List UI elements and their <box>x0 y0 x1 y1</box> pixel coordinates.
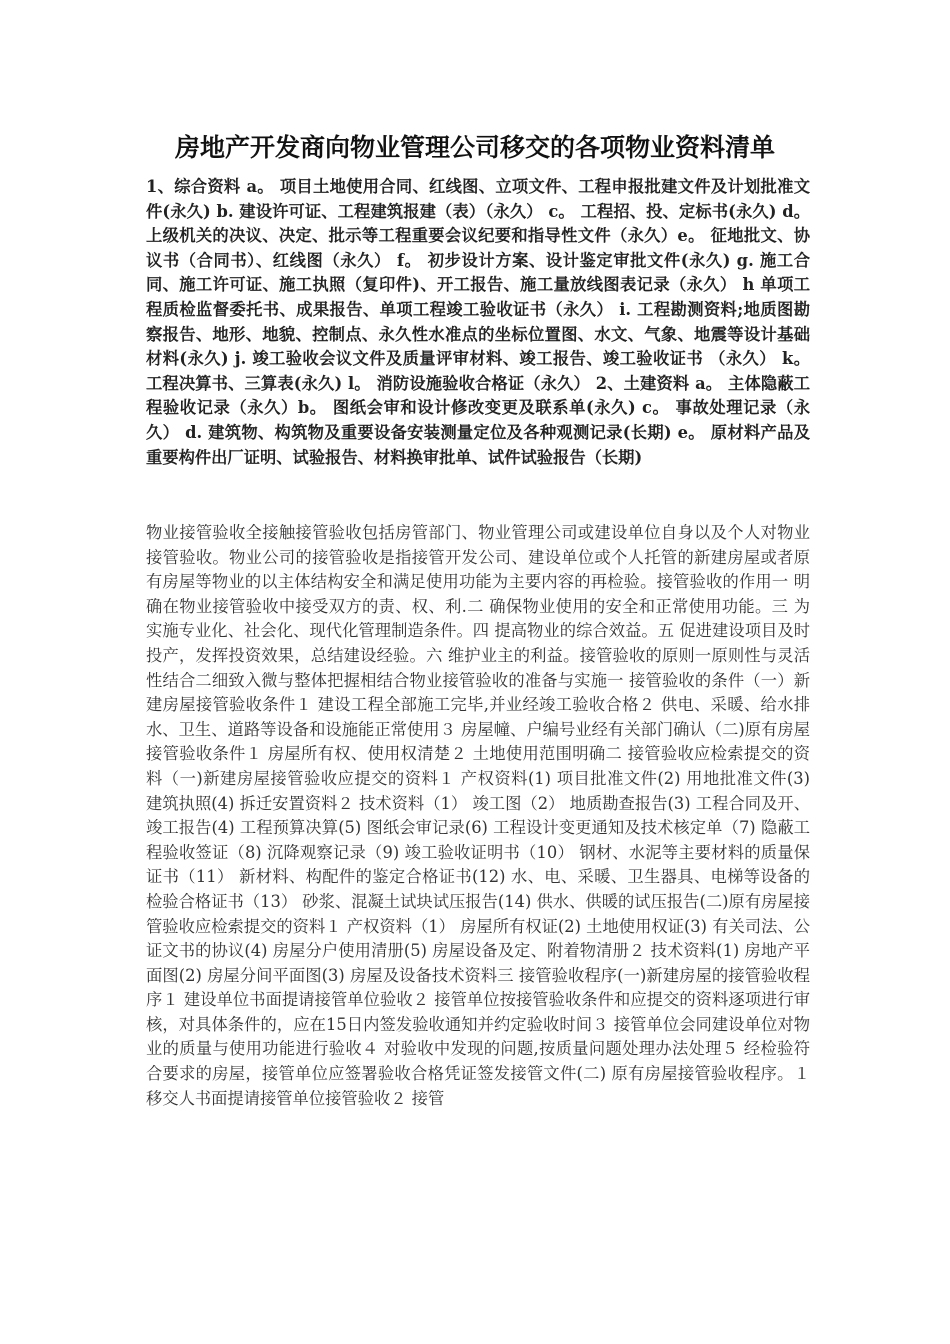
paragraph-materials-list: 1、综合资料 a。 项目土地使用合同、红线图、立项文件、工程申报批建文件及计划批准文件(永久) b. 建设许可证、工程建筑报建（表）（永久） c。 工程招、投、定标书(永久) d。 上级机关的决议、决定、批示等工程重要会议纪要和指导性文件（永久）e。 征地批文、协议书（合同书）、红线图（永久） f。 初步设计方案、设计鉴定审批文件(永久) g. 施工合同、施工许可证、施工执照（复印件)、开工报告、施工量放线图表记录（永久） h 单项工程质检监督委托书、成果报告、单项工程竣工验收证书（永久） i. 工程勘测资料;地质图勘察报告、地形、地貌、控制点、永久性水准点的坐标位置图、水文、气象、地震等设计基础材料(永久) j. 竣工验收会议文件及质量评审材料、竣工报告、竣工验收证书 （永久） k。 工程决算书、三算表(永久) l。 消防设施验收合格证（永久） 2、土建资料 a。 主体隐蔽工程验收记录（永久）b。 图纸会审和设计修改变更及联系单(永久) c。 事故处理记录（永久） d. 建筑物、构筑物及重要设备安装测量定位及各种观测记录(长期) e。 原材料产品及重要构件出厂证明、试验报告、材料换审批单、试件试验报告（长期) <box>146 177 810 467</box>
paragraph-handover-acceptance: 物业接管验收全接触接管验收包括房管部门、物业管理公司或建设单位自身以及个人对物业接管验收。物业公司的接管验收是指接管开发公司、建设单位或个人托管的新建房屋或者原有房屋等物业的以主体结构安全和满足使用功能为主要内容的再检验。接管验收的作用一 明确在物业接管验收中接受双方的责、权、利.二 确保物业使用的安全和正常使用功能。三 为实施专业化、社会化、现代化管理制造条件。四 提高物业的综合效益。五 促进建设项目及时投产，发挥投资效果，总结建设经验。六 维护业主的利益。接管验收的原则一原则性与灵活性结合二细致入微与整体把握相结合物业接管验收的准备与实施一 接管验收的条件（一）新建房屋接管验收条件１ 建设工程全部施工完毕,并业经竣工验收合格２ 供电、采暖、给水排水、卫生、道路等设备和设施能正常使用３ 房屋幢、户编号业经有关部门确认（二)原有房屋接管验收条件１ 房屋所有权、使用权清楚２ 土地使用范围明确二 接管验收应检索提交的资料（一)新建房屋接管验收应提交的资料１ 产权资料(1) 项目批准文件(2) 用地批准文件(3) 建筑执照(4) 拆迁安置资料２ 技术资料（1） 竣工图（2） 地质勘查报告(3) 工程合同及开、竣工报告(4) 工程预算决算(5) 图纸会审记录(6) 工程设计变更通知及技术核定单（7) 隐蔽工程验收签证（8) 沉降观察记录（9) 竣工验收证明书（10） 钢材、水泥等主要材料的质量保证书（11） 新材料、构配件的鉴定合格证书(12) 水、电、采暖、卫生器具、电梯等设备的检验合格证书（13） 砂浆、混凝土试块试压报告(14) 供水、供暖的试压报告(二)原有房屋接管验收应检索提交的资料１ 产权资料（1） 房屋所有权证(2) 土地使用权证(3) 有关司法、公证文书的协议(4) 房屋分户使用清册(5) 房屋设备及定、附着物清册２ 技术资料(1) 房地产平面图(2) 房屋分间平面图(3) 房屋及设备技术资料三 接管验收程序(一)新建房屋的接管验收程序１ 建设单位书面提请接管单位验收２ 接管单位按接管验收条件和应提交的资料逐项进行审核，对具体条件的，应在15日内签发验收通知并约定验收时间３ 接管单位会同建设单位对物业的质量与使用功能进行验收４ 对验收中发现的问题,按质量问题处理办法处理５ 经检验符合要求的房屋，接管单位应签署验收合格凭证签发接管文件(二) 原有房屋接管验收程序。１ 移交人书面提请接管单位接管验收２ 接管 <box>146 523 810 1108</box>
document-title: 房地产开发商向物业管理公司移交的各项物业资料清单 <box>174 133 775 162</box>
